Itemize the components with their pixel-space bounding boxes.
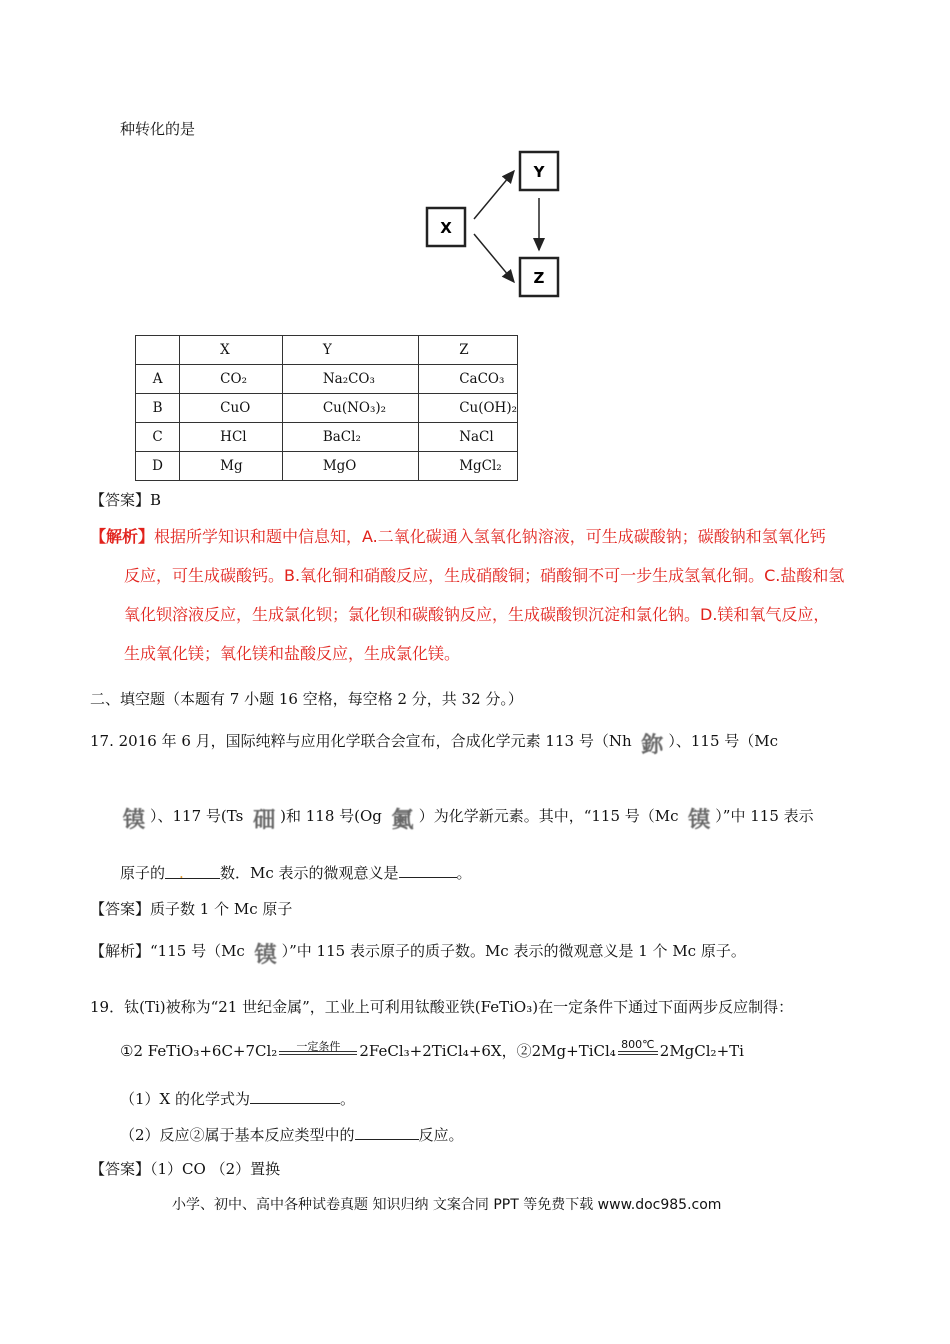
q17-text: ）为化学新元素。其中，“115 号（Mc: [418, 807, 684, 825]
equation-part: 2FeCl₃+2TiCl₄+6X，②2Mg+TiCl₄: [359, 1042, 616, 1060]
q17-text: 数．Mc 表示的微观意义是: [220, 864, 399, 882]
condition-label: 一定条件: [296, 1040, 341, 1053]
q17-text: ）、117 号(Ts: [150, 807, 249, 825]
element-og-glyph: 鿫: [391, 808, 414, 833]
sub-question-text: 。: [340, 1090, 356, 1108]
q19-sub-2: [120, 1124, 464, 1145]
table-header-row: [136, 336, 518, 365]
q17-text: 。: [456, 864, 472, 882]
q19-answer: 【答案】（1）CO （2）置换: [90, 1160, 281, 1178]
q17-text: 17. 2016 年 6 月，国际纯粹与应用化学联合会宣布，合成化学元素 113 号（Nh: [90, 732, 637, 750]
table-cell: NaCl: [419, 423, 518, 452]
q17-blank-1[interactable]: .: [165, 864, 220, 879]
footer-text: 小学、初中、高中各种试卷真题 知识归纳 文案合同 PPT 等免费下载 www.doc985.com: [172, 1197, 722, 1213]
table-cell: CO₂: [180, 365, 283, 394]
q17-analysis-text: ）”中 115 表示原子的质子数。Mc 表示的微观意义是 1 个 Mc 原子。: [281, 942, 746, 960]
q17-line-2: [118, 805, 814, 836]
section-heading: 二、填空题（本题有 7 小题 16 空格，每空格 2 分，共 32 分。）: [90, 690, 523, 708]
conversion-diagram: [0, 0, 950, 320]
q19-blank-1[interactable]: [250, 1089, 340, 1104]
q17-answer: 【答案】质子数 1 个 Mc 原子: [90, 900, 293, 918]
q17-text: )和 118 号(Og: [280, 807, 387, 825]
q16-analysis-line-2: 反应，可生成碳酸钙。B.氧化铜和硝酸反应，生成硝酸铜；硝酸铜不可一步生成氢氧化铜。C.盐酸和氢: [124, 566, 845, 585]
q19-sub-1: [120, 1088, 355, 1109]
q16-analysis-line-3: 氧化钡溶液反应，生成氯化钡；氯化钡和碳酸钠反应，生成碳酸钡沉淀和氯化钠。D.镁和氧气反应，: [124, 605, 830, 624]
options-table: [135, 335, 518, 481]
table-row: [136, 423, 518, 452]
table-cell: Y: [282, 336, 418, 365]
table-cell: [136, 336, 180, 365]
q16-analysis-line-1: [90, 518, 826, 557]
element-ts-glyph: 鿬: [253, 808, 276, 833]
q17-analysis: [90, 940, 746, 971]
node-z-label: Z: [533, 269, 545, 287]
table-cell: CaCO₃: [419, 365, 518, 394]
table-row: [136, 394, 518, 423]
table-cell: Mg: [180, 452, 283, 481]
condition-label: 800℃: [621, 1038, 655, 1051]
q16-answer: 【答案】B: [90, 491, 162, 509]
element-mc-glyph: 镆: [122, 808, 145, 833]
table-cell: Na₂CO₃: [282, 365, 418, 394]
q17-analysis-text: 【解析】“115 号（Mc: [90, 942, 250, 960]
equation-part: ①2 FeTiO₃+6C+7Cl₂: [120, 1042, 278, 1060]
table-cell: C: [136, 423, 180, 452]
question-stem-tail: 种转化的是: [120, 120, 196, 138]
q17-line-3: [120, 862, 472, 883]
sub-question-text: （2）反应②属于基本反应类型中的: [120, 1126, 355, 1144]
q17-blank-2[interactable]: [399, 863, 457, 878]
sub-question-text: （1）X 的化学式为: [120, 1090, 250, 1108]
table-cell: MgO: [282, 452, 418, 481]
sub-question-text: 反应。: [418, 1126, 464, 1144]
table-cell: A: [136, 365, 180, 394]
table-cell: CuO: [180, 394, 283, 423]
element-mc-glyph: 镆: [254, 943, 277, 968]
table-cell: MgCl₂: [419, 452, 518, 481]
q16-analysis-line-4: 生成氧化镁；氧化镁和盐酸反应，生成氯化镁。: [124, 644, 461, 663]
table-row: [136, 365, 518, 394]
table-cell: HCl: [180, 423, 283, 452]
table-cell: Cu(NO₃)₂: [282, 394, 418, 423]
node-x-label: X: [440, 219, 452, 237]
q19-equations: [120, 1040, 744, 1061]
table-cell: D: [136, 452, 180, 481]
analysis-text: 根据所学知识和题中信息知，A.二氧化碳通入氢氧化钠溶液，可生成碳酸钠；碳酸钠和氢氧化钙: [154, 527, 826, 546]
table-cell: Z: [419, 336, 518, 365]
table-cell: BaCl₂: [282, 423, 418, 452]
table-cell: Cu(OH)₂: [419, 394, 518, 423]
q19-blank-2[interactable]: [355, 1125, 419, 1140]
equation-part: 2MgCl₂+Ti: [659, 1042, 744, 1060]
arrow-x-to-y: [474, 171, 514, 219]
q17-text: 原子的: [120, 864, 166, 882]
table-cell: B: [136, 394, 180, 423]
element-nh-glyph: 鉨: [641, 733, 664, 758]
q17-text: ）、115 号（Mc: [668, 732, 779, 750]
arrow-x-to-z: [474, 234, 514, 282]
analysis-tag: 【解析】: [90, 527, 155, 546]
element-mc-glyph: 镆: [688, 808, 711, 833]
q19-stem: 19．钛(Ti)被称为“21 世纪金属”，工业上可利用钛酸亚铁(FeTiO₃)在一定条件下通过下面两步反应制得：: [90, 998, 794, 1016]
q17-line-1: [90, 730, 778, 761]
node-y-label: Y: [533, 163, 545, 181]
q17-text: ）”中 115 表示: [715, 807, 814, 825]
table-cell: X: [180, 336, 283, 365]
table-row: [136, 452, 518, 481]
